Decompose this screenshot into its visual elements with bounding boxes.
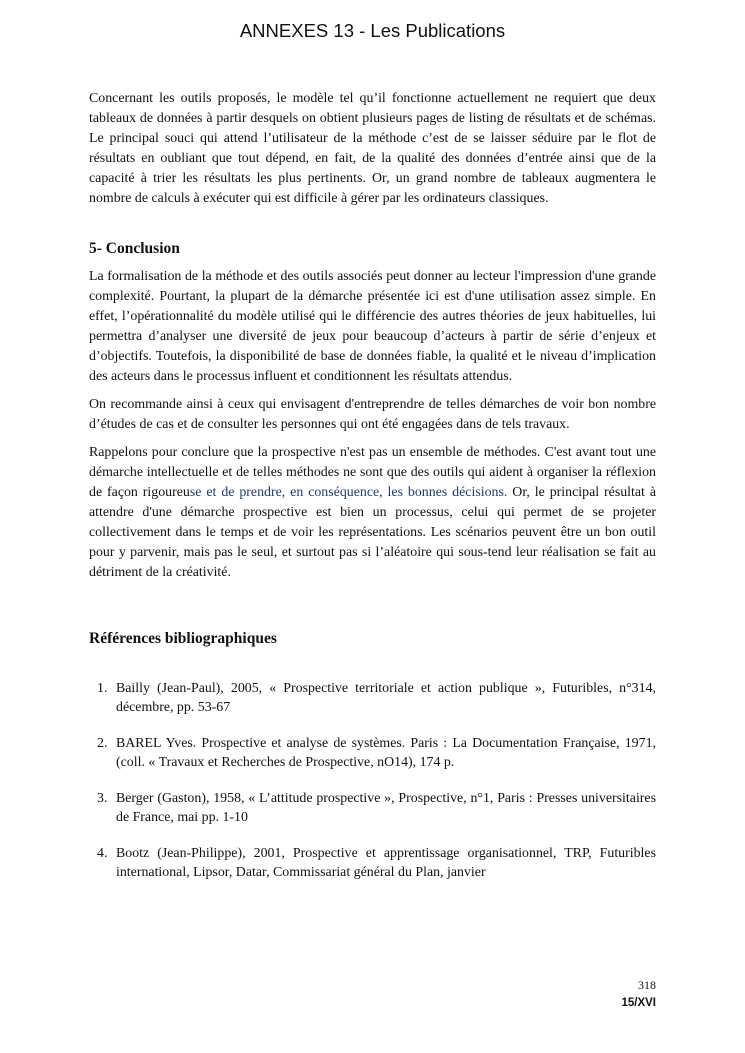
reference-text: Berger (Gaston), 1958, « L’attitude prospective », Prospective, n°1, Paris : Presses universitaires de France, mai pp. 1-10 bbox=[116, 791, 656, 825]
conclusion-paragraph-3 bbox=[89, 443, 656, 583]
reference-number: 1. bbox=[97, 681, 108, 696]
conclusion-p3-text-blue: se et de prendre, en conséquence, les bonnes décisions. bbox=[189, 485, 508, 500]
intro-paragraph: Concernant les outils proposés, le modèle tel qu’il fonctionne actuellement ne requiert que deux tableaux de données à partir desquels on obtient plusieurs pages de listing de résultats et de schémas. Le principal souci qui attend l’utilisateur de la méthode c’est de se laisser séduire par le flot de résultats en oubliant que tout dépend, en fait, de la qualité des données d’entrée ainsi que de la capacité à trier les résultats les plus pertinents. Or, un grand nombre de tableaux augmentera le nombre de calculs à exécuter qui est difficile à gérer par les ordinateurs classiques. bbox=[89, 91, 656, 206]
reference-number: 4. bbox=[97, 846, 108, 861]
page-header-title: ANNEXES 13 - Les Publications bbox=[239, 20, 506, 41]
reference-number: 3. bbox=[97, 791, 108, 806]
conclusion-p3-text-a: Rappelons pour conclure que la prospective n'est pas un ensemble de méthodes. C'est avant tout une démarche intellectuelle et de telles méthodes ne sont que des outils qui aident à organiser la réflexion de façon rigoureu bbox=[89, 445, 656, 500]
reference-item bbox=[89, 844, 656, 882]
references-list bbox=[89, 679, 656, 882]
reference-item bbox=[89, 789, 656, 827]
conclusion-p3-text-b: Or, le principal résultat à attendre d'une démarche prospective est bien un processus, celui qui permet de se projeter collectivement dans le temps et de voir les représentations. Les scénarios peuvent être un bon outil pour y parvenir, mais pas le seul, et surtout pas si l’aléatoire qui sous-tend leur réalisation se fait au détriment de la créativité. bbox=[89, 485, 656, 580]
reference-text: Bootz (Jean-Philippe), 2001, Prospective et apprentissage organisationnel, TRP, Futuribles international, Lipsor, Datar, Commissariat général du Plan, janvier bbox=[116, 846, 656, 880]
page-number: 318 bbox=[638, 978, 656, 992]
reference-item bbox=[89, 734, 656, 772]
page-code: 15/XVI bbox=[621, 997, 656, 1009]
conclusion-paragraph-1: La formalisation de la méthode et des outils associés peut donner au lecteur l'impression d'une grande complexité. Pourtant, la plupart de la démarche présentée ici est d'une utilisation assez simple. En effet, l’opérationnalité du modèle utilisé qui le différencie des autres théories de jeux habituelles, lui permettra d’analyser une diversité de jeux pour beaucoup d’acteurs à partir de série d’enjeux et d’objectifs. Toutefois, la disponibilité de base de données fiable, la qualité et le niveau d’implication des acteurs dans le processus influent et conditionnent les résultats attendus. bbox=[89, 269, 656, 384]
conclusion-heading: 5- Conclusion bbox=[89, 240, 180, 257]
reference-text: Bailly (Jean-Paul), 2005, « Prospective territoriale et action publique », Futuribles, n°314, décembre, pp. 53-67 bbox=[116, 681, 656, 715]
document-body bbox=[89, 89, 656, 899]
reference-item bbox=[89, 679, 656, 717]
reference-number: 2. bbox=[97, 736, 108, 751]
references-heading: Références bibliographiques bbox=[89, 630, 277, 647]
reference-text: BAREL Yves. Prospective et analyse de systèmes. Paris : La Documentation Française, 1971, (coll. « Travaux et Recherches de Prospective, nO14), 174 p. bbox=[116, 736, 656, 770]
conclusion-paragraph-2: On recommande ainsi à ceux qui envisagent d'entreprendre de telles démarches de voir bon nombre d’études de cas et de consulter les personnes qui ont été engagées dans de tels travaux. bbox=[89, 397, 656, 432]
